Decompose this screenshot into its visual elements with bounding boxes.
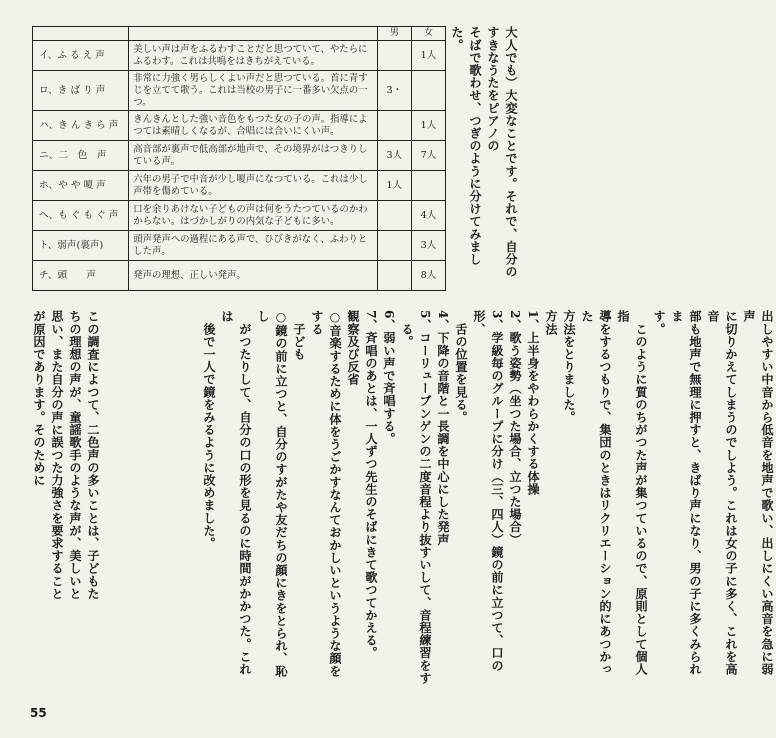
female-count: 4人 xyxy=(411,201,445,231)
male-count: 3・ xyxy=(377,71,411,111)
male-count xyxy=(377,41,411,71)
voice-desc: 美しい声は声をふるわすことだと思つていて、やたらにふるわす。これは共鳴をはきちがえている。 xyxy=(129,41,378,71)
list-item: 4、下降の音階と一長調を中心にした発声 xyxy=(436,310,450,546)
list-item: 7、斉唱のあとは、一人ずつ先生のそばにきて歌つてかえる。 xyxy=(364,310,378,660)
table-header-row xyxy=(33,27,446,41)
section-heading: 観察及び反省 xyxy=(346,310,360,386)
list-item: 6、弱い声で斉唱する。 xyxy=(382,310,396,445)
female-count: 7人 xyxy=(411,141,445,171)
voice-desc: 口を余りあけない子どもの声は何をうたつているのかわからない。はづかしがりの内気な子どもに多い。 xyxy=(129,201,378,231)
voice-desc: 高音部が裏声で低高部が地声で、その境界がはつきりしている声。 xyxy=(129,141,378,171)
table-row xyxy=(33,261,446,291)
list-item: 舌の位置を見る。 xyxy=(454,310,468,424)
male-count xyxy=(377,201,411,231)
table-row xyxy=(33,141,446,171)
table-row xyxy=(33,41,446,71)
table-row xyxy=(33,231,446,261)
method-paragraph xyxy=(200,310,776,686)
voice-desc: 非常に力強く男らしくよい声だと思つている。首に青すじを立てて歌う。これは当校の男子に一番多い欠点の一つ。 xyxy=(129,71,378,111)
list-item: 後で一人で鏡をみるように改めました。 xyxy=(202,310,216,550)
table-row xyxy=(33,111,446,141)
text-line: 大人でも）大変なことです。それで、自分のすきなうたをピアノの xyxy=(486,26,518,278)
text-line: そばで歌わせ、つぎのように分けてみました。 xyxy=(450,26,482,266)
table-row xyxy=(33,71,446,111)
list-item: ○音楽するために体をうごかすなんておかしいというような顔をする xyxy=(310,310,342,678)
survey-conclusion-paragraph xyxy=(30,310,102,610)
male-count xyxy=(377,231,411,261)
table-row xyxy=(33,171,446,201)
voice-desc: 頭声発声への過程にある声で、ひびきがなく、ふわりとした声。 xyxy=(129,231,378,261)
female-count: 8人 xyxy=(411,261,445,291)
male-count: 3人 xyxy=(377,141,411,171)
side-paragraph xyxy=(448,26,520,290)
voice-desc: きんきんとした強い音色をもつた女の子の声。指導によつては素晴しくなるが、合唱には合いにくい声。 xyxy=(129,111,378,141)
list-item: 1、上半身をやわらかくする体操 xyxy=(526,310,540,496)
female-count xyxy=(411,171,445,201)
page-number: 55 xyxy=(30,706,47,720)
male-count: 1人 xyxy=(377,171,411,201)
section-heading: 方法 xyxy=(544,310,558,336)
text-line: 部も地声で無理に押すと、きばり声になり、男の子に多くみられま xyxy=(670,310,702,676)
voice-name: へ、も ぐ も ぐ 声 xyxy=(33,201,129,231)
list-item: 2、歌う姿勢（坐つた場合、立つた場合） xyxy=(508,310,522,546)
list-item: ○鏡の前に立つと、自分のすがたや友だちの顔にきをとられ、恥し xyxy=(256,310,288,678)
text-line: この調査によつて、二色声の多いことは、子どもたちの理想の声が、童謡歌手のような声が、美しいと思い、また自分の声に誤つた力強さを要求することが原因であります。そのために xyxy=(32,310,100,600)
text-line: このように質のちがつた声が集つているので、原則として個人指 xyxy=(616,310,648,676)
male-count xyxy=(377,261,411,291)
table-row xyxy=(33,201,446,231)
list-item: 子ども xyxy=(292,310,306,361)
male-count xyxy=(377,111,411,141)
female-count xyxy=(411,71,445,111)
voice-classification-table xyxy=(32,26,446,291)
voice-name: ハ、き ん き ら 声 xyxy=(33,111,129,141)
female-header: 女 xyxy=(411,27,445,41)
voice-name: イ、ふ る え 声 xyxy=(33,41,129,71)
voice-desc: 六年の男子で中音が少し嗄声になつている。これは少し声帯を傷めている。 xyxy=(129,171,378,201)
female-count: 1人 xyxy=(411,41,445,71)
voice-name: ト、弱声(裏声) xyxy=(33,231,129,261)
voice-desc: 発声の理想、正しい発声。 xyxy=(129,261,378,291)
voice-name: ホ、や や 嗄 声 xyxy=(33,171,129,201)
list-item: 3、学級毎のグループに分け（三、四人）鏡の前に立つて、口の形、 xyxy=(472,310,504,672)
text-line: 出しやすい中音から低音を地声で歌い、出しにくい高音を急に弱声 xyxy=(742,310,774,676)
list-item: がつたりして、自分の口の形を見るのに時間がかかつた。これは xyxy=(220,310,252,676)
voice-name: ニ、二 色 声 xyxy=(33,141,129,171)
list-item: る。 xyxy=(400,310,414,348)
text-line: に切りかえてしまうのでしよう。これは女の子に多く、これを高音 xyxy=(706,310,738,676)
female-count: 3人 xyxy=(411,231,445,261)
voice-name: ロ、き ば り 声 xyxy=(33,71,129,111)
text-line: 導をするつもりで、集団のときはリクリエーション的にあつかった xyxy=(580,310,612,676)
female-count: 1人 xyxy=(411,111,445,141)
text-line: す。 xyxy=(652,310,666,336)
voice-name: チ、頭 声 xyxy=(33,261,129,291)
list-item: 5、コーリューブンゲンの二度音程より抜すいして、音程練習をす xyxy=(418,310,432,685)
text-line: 方法をとりました。 xyxy=(562,310,576,424)
male-header: 男 xyxy=(377,27,411,41)
